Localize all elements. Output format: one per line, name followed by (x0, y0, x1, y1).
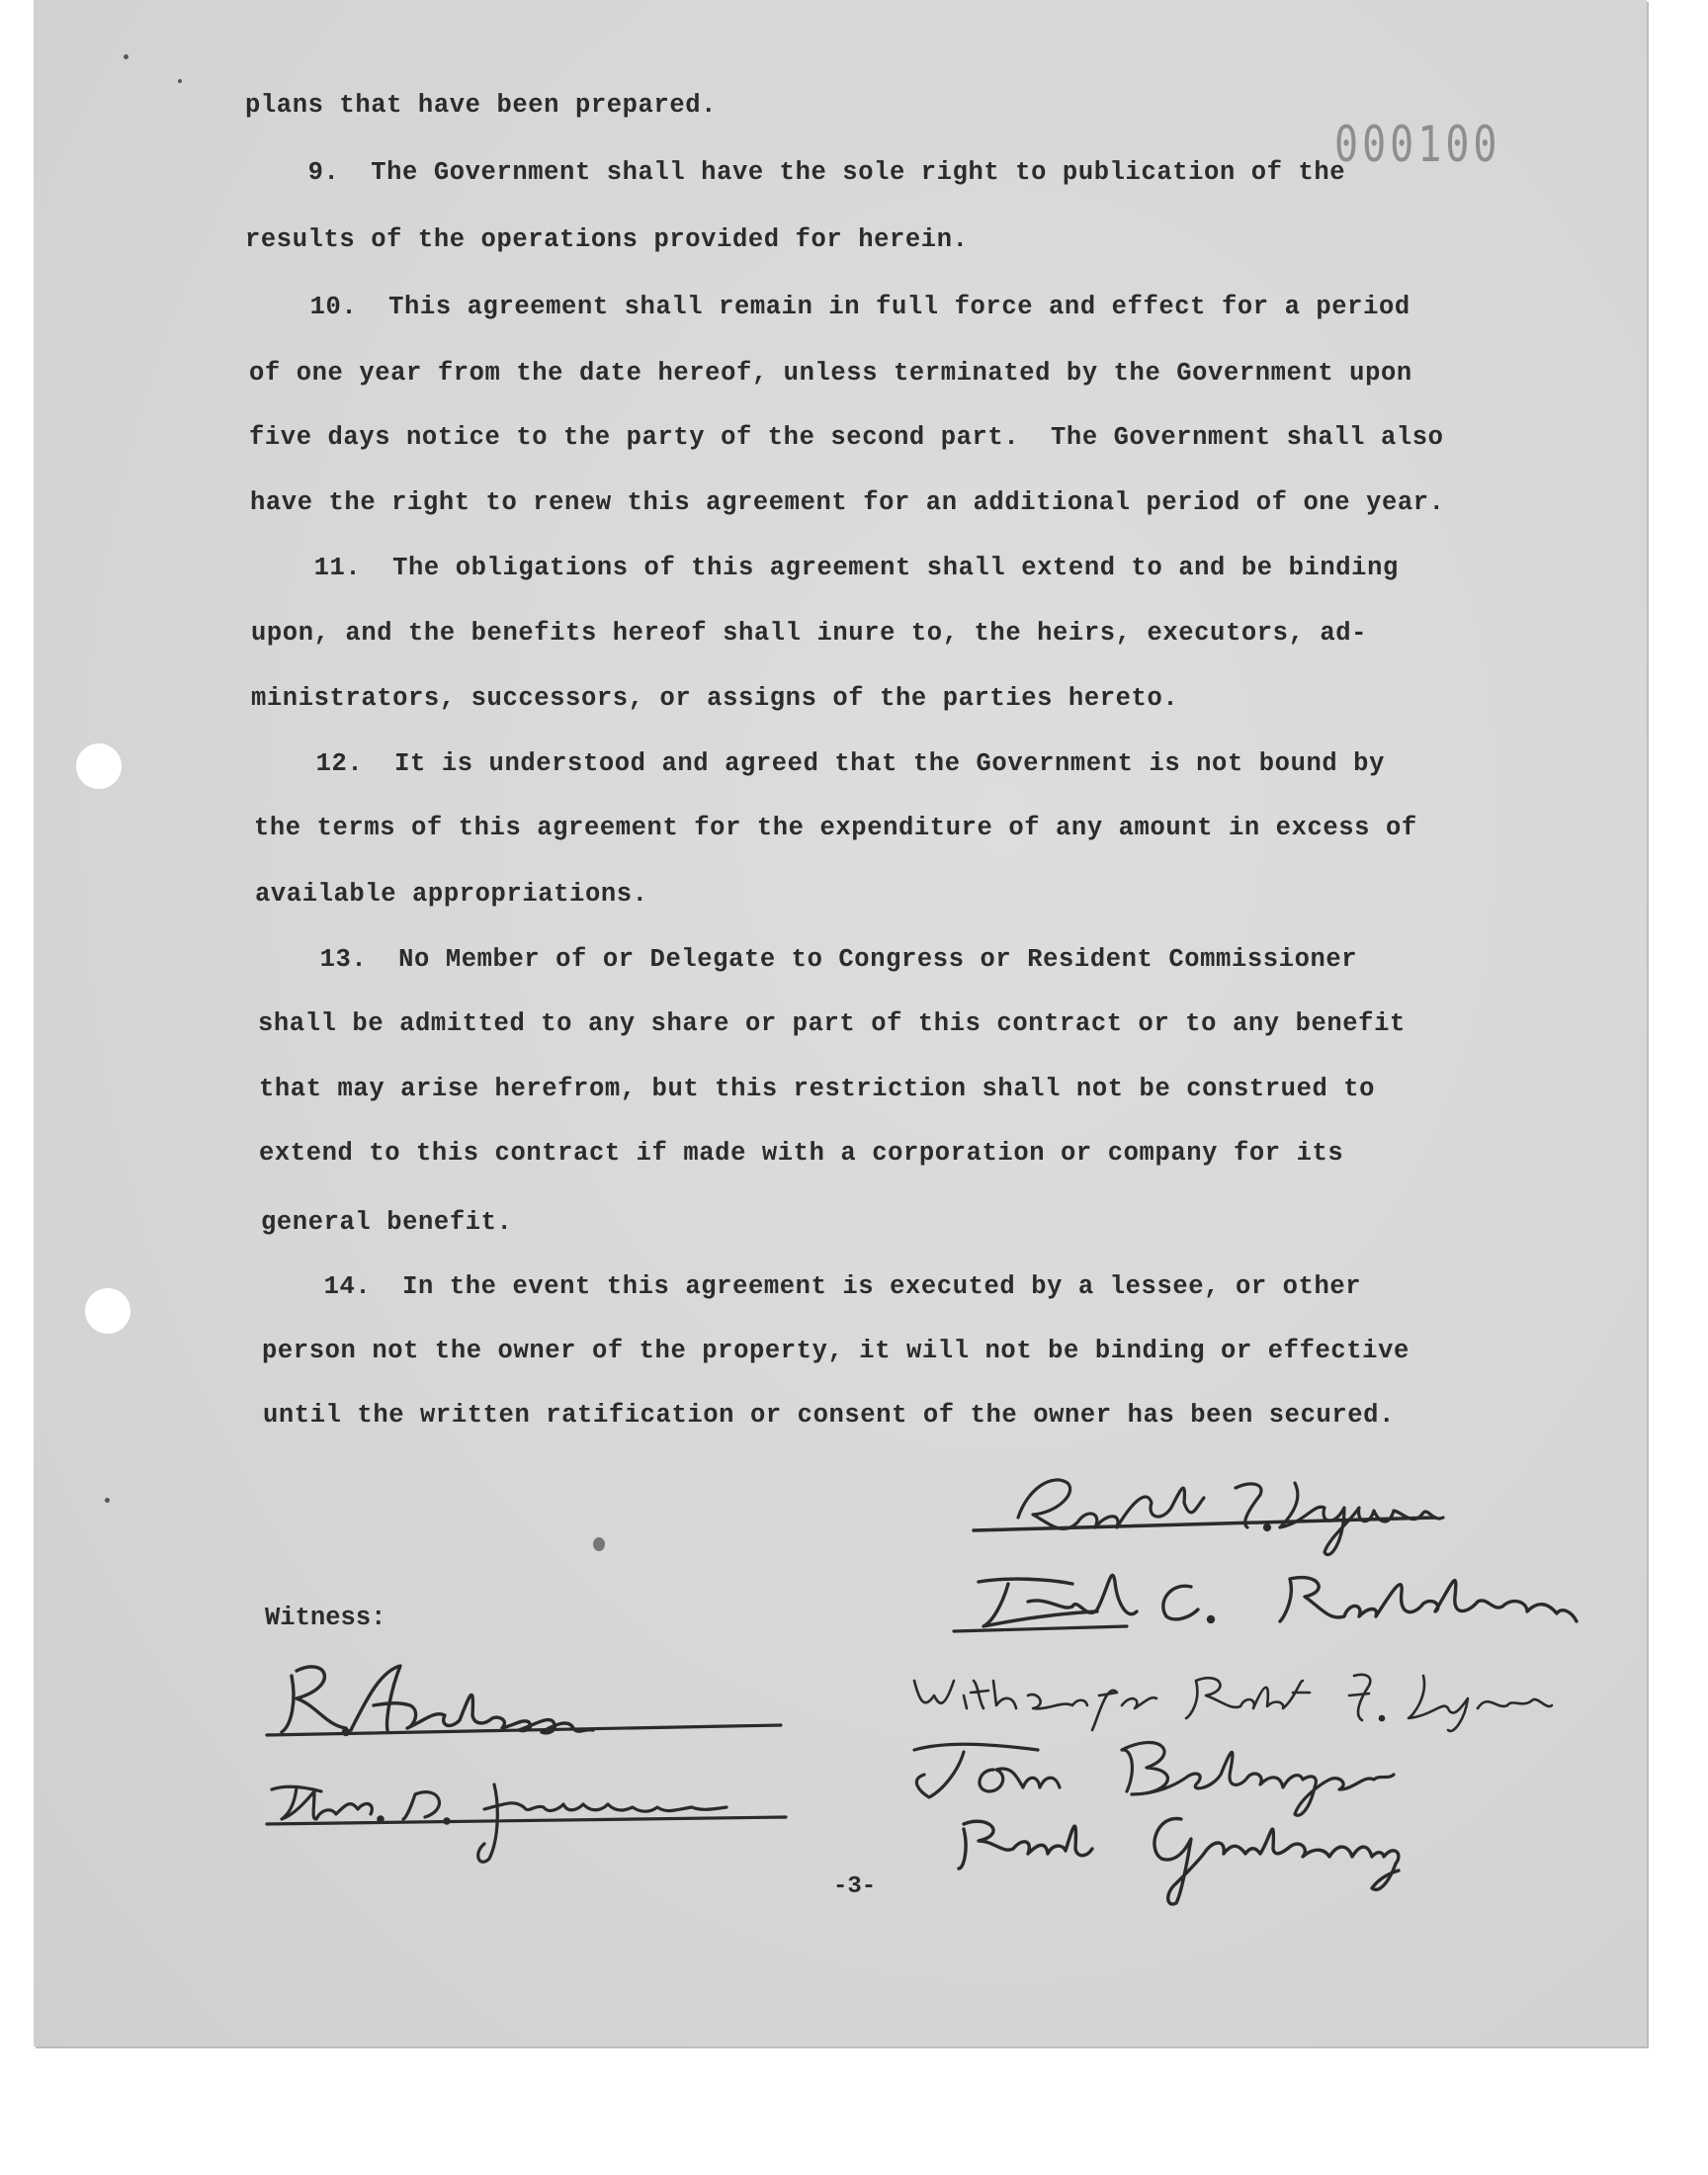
paper-speck (124, 54, 128, 59)
text-line: 12. It is understood and agreed that the Government is not bound by (253, 749, 1385, 778)
text-line: ministrators, successors, or assigns of the parties hereto. (251, 684, 1179, 713)
text-line: of one year from the date hereof, unless terminated by the Government upon (249, 359, 1412, 388)
text-line: shall be admitted to any share or part of this contract or to any benefit (258, 1009, 1406, 1038)
text-line: general benefit. (261, 1208, 513, 1237)
text-line: person not the owner of the property, it will not be binding or effective (262, 1337, 1409, 1365)
text-line: plans that have been prepared. (245, 91, 718, 120)
text-line: 11. The obligations of this agreement shall extend to and be binding (251, 554, 1399, 582)
text-line: 14. In the event this agreement is executed by a lessee, or other (261, 1272, 1362, 1301)
paper-speck (593, 1537, 605, 1551)
text-line: 13. No Member of or Delegate to Congress or Resident Commissioner (257, 945, 1358, 974)
punch-hole-upper (76, 743, 122, 789)
serial-number-stamp: 000100 (1334, 117, 1501, 174)
page-number: -3- (833, 1873, 877, 1900)
witness-label: Witness: (265, 1604, 386, 1632)
text-line: extend to this contract if made with a corporation or company for its (259, 1139, 1344, 1168)
paper-speck (105, 1498, 110, 1503)
text-line: upon, and the benefits hereof shall inure to, the heirs, executors, ad- (251, 619, 1368, 648)
text-line: five days notice to the party of the second part. The Government shall also (249, 423, 1444, 452)
paper-speck (178, 79, 182, 83)
text-line: that may arise herefrom, but this restriction shall not be construed to (259, 1075, 1376, 1103)
text-line: until the written ratification or consent of the owner has been secured. (263, 1401, 1395, 1430)
text-line: available appropriations. (255, 880, 648, 909)
text-line: results of the operations provided for herein. (245, 225, 969, 254)
text-line: 10. This agreement shall remain in full force and effect for a period (247, 293, 1410, 321)
text-line: 9. The Government shall have the sole right to publication of the (245, 158, 1346, 187)
punch-hole-lower (85, 1288, 130, 1334)
text-line: the terms of this agreement for the expenditure of any amount in excess of (254, 814, 1417, 842)
text-line: have the right to renew this agreement for an additional period of one year. (250, 488, 1445, 517)
